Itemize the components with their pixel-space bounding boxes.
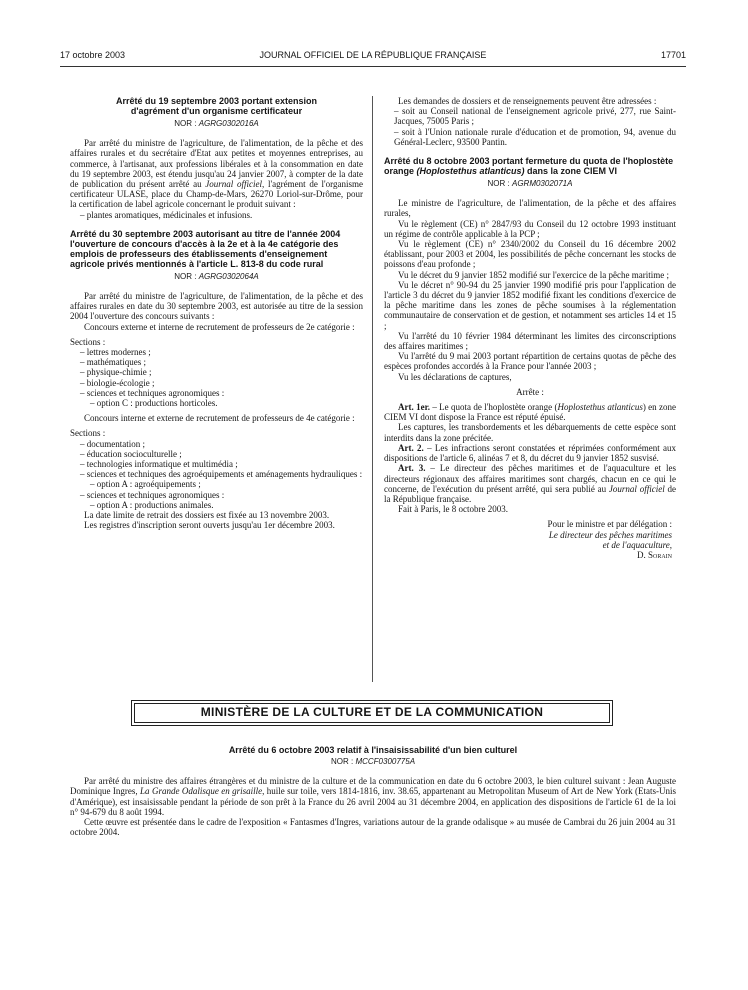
arrete-2-title: Arrêté du 30 septembre 2003 autorisant au titre de l'année 2004 l'ouverture de concours d'accès à la 2e et à la 4e catégorie des emplois de professeurs des établissements d'enseignement agricole privés mentionnés à l'article L. 813-8 du code rural — [70, 228, 341, 269]
requests-paragraph: Les demandes de dossiers et de renseignements peuvent être adressées : — [398, 96, 657, 106]
arrete-2-p2: Concours externe et interne de recrutement de professeurs de 2e catégorie : — [84, 321, 355, 332]
list-item: – sciences et techniques agronomiques : — [80, 489, 225, 500]
signature-block: Pour le ministre et par délégation : Le directeur des pêches maritimes et de l'aquaculture, D. Sorain — [547, 519, 672, 560]
arrete-2-nor: NOR : AGRG0302064A — [174, 271, 259, 281]
arrete-3-intro: Le ministre de l'agriculture, de l'alimentation, de la pêche et des affaires rurales, — [384, 198, 676, 219]
arrete-1-nor: NOR : AGRG0302016A — [174, 119, 259, 128]
list-item-option: – option A : agroéquipements ; — [90, 479, 201, 490]
list-item-option: – option A : productions animales. — [90, 499, 214, 510]
address-item: – soit à l'Union nationale rurale d'éducation et de promotion, 94, avenue du Général-Leclerc, 93500 Pantin. — [394, 126, 676, 147]
list-item: – biologie-écologie ; — [80, 377, 155, 388]
arrete-4-p2: Cette œuvre est présentée dans le cadre de l'exposition « Fantasmes d'Ingres, variations autour de la grande odalisque » au musée de Cambrai du 26 juin 2004 au 31 octobre 2004. — [70, 817, 676, 838]
arrete-4-nor: NOR : MCCF0300775A — [330, 757, 416, 766]
arrete-2-p5: Les registres d'inscription seront ouverts jusqu'au 1er décembre 2003. — [84, 520, 335, 531]
left-column — [70, 96, 363, 531]
ministry-banner — [131, 700, 613, 726]
list-item-option: – option C : productions horticoles. — [90, 398, 218, 409]
right-column — [384, 96, 676, 560]
issue-date: 17 octobre 2003 — [60, 50, 126, 60]
vu-item: Vu le règlement (CE) n° 2847/93 du Conseil du 12 octobre 1993 instituant un régime de contrôle applicable à la PCP ; — [384, 218, 676, 239]
arrete-2-p3: Concours interne et externe de recrutement de professeurs de 4e catégorie : — [84, 413, 355, 424]
list-item: – éducation socioculturelle ; — [80, 448, 182, 459]
list-item: – mathématiques ; — [80, 357, 146, 368]
page-number: 17701 — [660, 50, 686, 60]
arrete-1-title: Arrêté du 19 septembre 2003 portant extension d'agrément d'un organisme certificateur — [115, 96, 318, 116]
arrete-2-p1: Par arrêté du ministre de l'agriculture, de l'alimentation, de la pêche et des affaires rurales en date du 30 septembre 2003, est autorisée au titre de la session 2004 l'ouverture des concours suivants : — [70, 291, 363, 322]
sections-label-1: Sections : — [70, 336, 106, 347]
list-item: – documentation ; — [80, 438, 145, 449]
list-item: – sciences et techniques des agroéquipements et aménagements hydrauliques : — [80, 469, 363, 480]
header-rule — [60, 66, 686, 67]
journal-title: JOURNAL OFFICIEL DE LA RÉPUBLIQUE FRANÇAISE — [259, 50, 487, 60]
arrete-2-p4: La date limite de retrait des dossiers est fixée au 13 novembre 2003. — [84, 510, 330, 521]
arrete-4-p1: Par arrêté du ministre des affaires étrangères et du ministre de la culture et de la communication en date du 6 octobre 2003, le bien culturel suivant : Jean Auguste Dominique Ingres, La Grande Odalisque en grisaille, huile sur toile, vers 1814-1816, inv. 38.65, appartenant au Metropolitan Museum of Art de New York (Etats-Unis d'Amérique), est insaisissable pendant la période de son prêt à la France du 26 avril 2004 au 31 décembre 2004, en application des dispositions de l'article 61 de la loi n° 94-679 du 8 août 1994. — [70, 776, 676, 817]
article-2: Art. 2. – Les infractions seront constatées et réprimées conformément aux dispositions de l'article 6, alinéas 7 et 8, du décret du 9 janvier 1852 susvisé. — [384, 442, 676, 464]
address-item: – soit au Conseil national de l'enseignement agricole privé, 277, rue Saint-Jacques, 75005 Paris ; — [394, 106, 676, 127]
arrete-3-title: Arrêté du 8 octobre 2003 portant fermeture du quota de l'hoplostète orange (Hoplostethus atlanticus) dans la zone CIEM VI — [384, 156, 674, 177]
list-item: – lettres modernes ; — [80, 347, 151, 358]
list-item: – technologies informatique et multimédia ; — [80, 459, 238, 470]
vu-item: Vu l'arrêté du 10 février 1984 déterminant les limites des circonscriptions des affaires maritimes ; — [384, 330, 676, 352]
vu-item: Vu le décret du 9 janvier 1852 modifié sur l'exercice de la pêche maritime ; — [398, 269, 669, 280]
sections-label-2: Sections : — [70, 428, 106, 439]
arrete-3-nor: NOR : AGRM0302071A — [487, 179, 573, 189]
vu-item: Vu le règlement (CE) n° 2340/2002 du Conseil du 16 décembre 2002 établissant, pour 2003 et 2004, les possibilités de pêche concernant les stocks de poissons d'eau profonde ; — [384, 239, 676, 270]
article-1: Art. 1er. – Le quota de l'hoplostète orange (Hoplostethus atlanticus) en zone CIEM VI dont dispose la France est réputé épuisé. — [384, 402, 676, 423]
arrete-4-title: Arrêté du 6 octobre 2003 relatif à l'insaisissabilité d'un bien culturel — [228, 745, 518, 755]
fait-a-paris: Fait à Paris, le 8 octobre 2003. — [398, 504, 508, 515]
list-item: – sciences et techniques agronomiques : — [80, 387, 225, 398]
vu-item: Vu les déclarations de captures, — [398, 371, 512, 382]
page-header — [60, 50, 686, 64]
vu-item: Vu le décret n° 90-94 du 25 janvier 1990 modifié pris pour l'application de l'article 3 du décret du 9 janvier 1852 modifié fixant les conditions d'exercice de la pêche maritime dans les zones de pêche soumises à la réglementation communautaire de conservation et de gestion, et notamment ses articles 14 et 15 ; — [384, 279, 676, 331]
arrete-label: Arrête : — [516, 386, 544, 397]
arrete-4 — [70, 745, 676, 837]
arrete-1-item: – plantes aromatiques, médicinales et infusions. — [80, 209, 253, 220]
arrete-1-body: Par arrêté du ministre de l'agriculture, de l'alimentation, de la pêche et des affaires rurales et du secrétaire d'Etat aux petites et moyennes entreprises, au commerce, à l'artisanat, aux professions libérales et à la consommation en date du 19 septembre 2003, est étendu jusqu'au 24 janvier 2007, à compter de la date de publication du présent arrêté au Journal officiel, l'agrément de l'organisme certificateur ULASE, place du Champ-de-Mars, 26270 Loriol-sur-Drôme, pour la certification de label agricole concernant le produit suivant : — [70, 138, 363, 210]
vu-item: Vu l'arrêté du 9 mai 2003 portant répartition de certains quotas de pêche des espèces profondes accordés à la France pour l'année 2003 ; — [384, 351, 676, 372]
list-item: – physique-chimie ; — [80, 367, 152, 378]
article-3: Art. 3. – Le directeur des pêches maritimes et de l'aquaculture et les directeurs régionaux des affaires maritimes sont chargés, chacun en ce qui le concerne, de l'exécution du présent arrêté, qui sera publié au Journal officiel de la République française. — [384, 463, 676, 504]
ministry-title: MINISTÈRE DE LA CULTURE ET DE LA COMMUNICATION — [134, 703, 610, 723]
article-1-p2: Les captures, les transbordements et les débarquements de cette espèce sont interdits dans la zone précitée. — [384, 422, 676, 443]
column-separator — [372, 96, 373, 682]
